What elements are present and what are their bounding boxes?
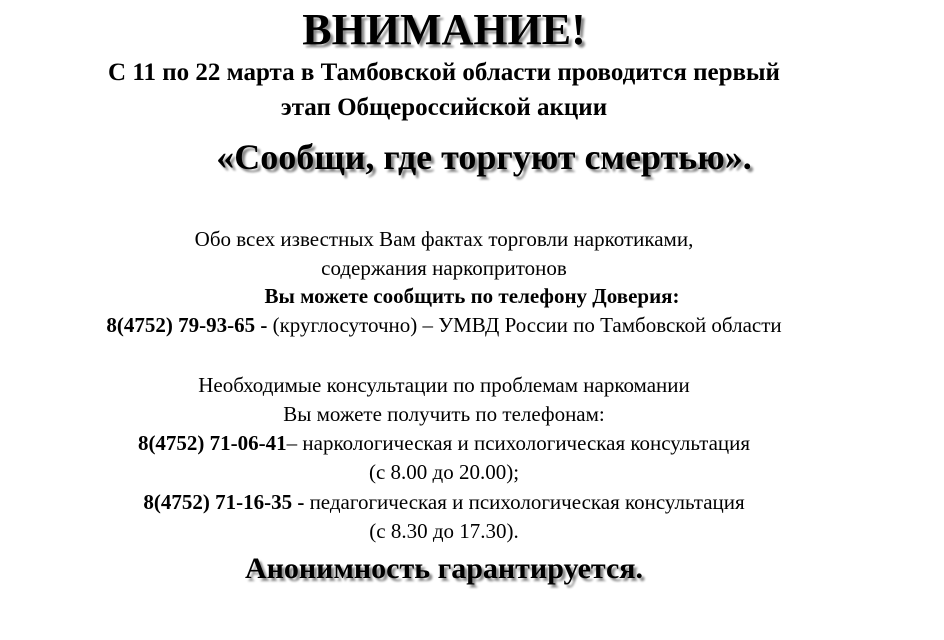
page-title: ВНИМАНИЕ! bbox=[302, 5, 586, 54]
consult2-hours: (с 8.30 до 17.30). bbox=[369, 519, 519, 543]
intro-line-1: С 11 по 22 марта в Тамбовской области проводится первый bbox=[108, 59, 780, 86]
anonymity-notice: Анонимность гарантируется. bbox=[244, 552, 644, 585]
consult2-description: педагогическая и психологическая консультация bbox=[304, 490, 745, 514]
facts-line-2: содержания наркопритонов bbox=[321, 256, 567, 280]
consult1-phone: 8(4752) 71-06-41 bbox=[137, 431, 287, 455]
hotline-line bbox=[0, 315, 888, 336]
facts-line-1: Обо всех известных Вам фактах торговли наркотиками, bbox=[194, 227, 694, 251]
campaign-slogan: «Сообщи, где торгуют смертью». bbox=[216, 137, 752, 177]
consult1-hours: (с 8.00 до 20.00); bbox=[368, 460, 520, 484]
hotline-description: (круглосуточно) – УМВД России по Тамбовской области bbox=[267, 313, 782, 337]
consult-line-1: Необходимые консультации по проблемам наркомании bbox=[198, 373, 690, 397]
consult1-line bbox=[0, 433, 888, 454]
consult2-phone: 8(4752) 71-16-35 - bbox=[143, 490, 305, 514]
report-heading: Вы можете сообщить по телефону Доверия: bbox=[264, 284, 680, 308]
consult2-line bbox=[0, 492, 888, 513]
consult1-description: – наркологическая и психологическая консультация bbox=[286, 431, 751, 455]
hotline-phone: 8(4752) 79-93-65 - bbox=[106, 313, 268, 337]
consult-line-2: Вы можете получить по телефонам: bbox=[283, 402, 605, 426]
intro-line-2: этап Общероссийской акции bbox=[280, 94, 608, 121]
